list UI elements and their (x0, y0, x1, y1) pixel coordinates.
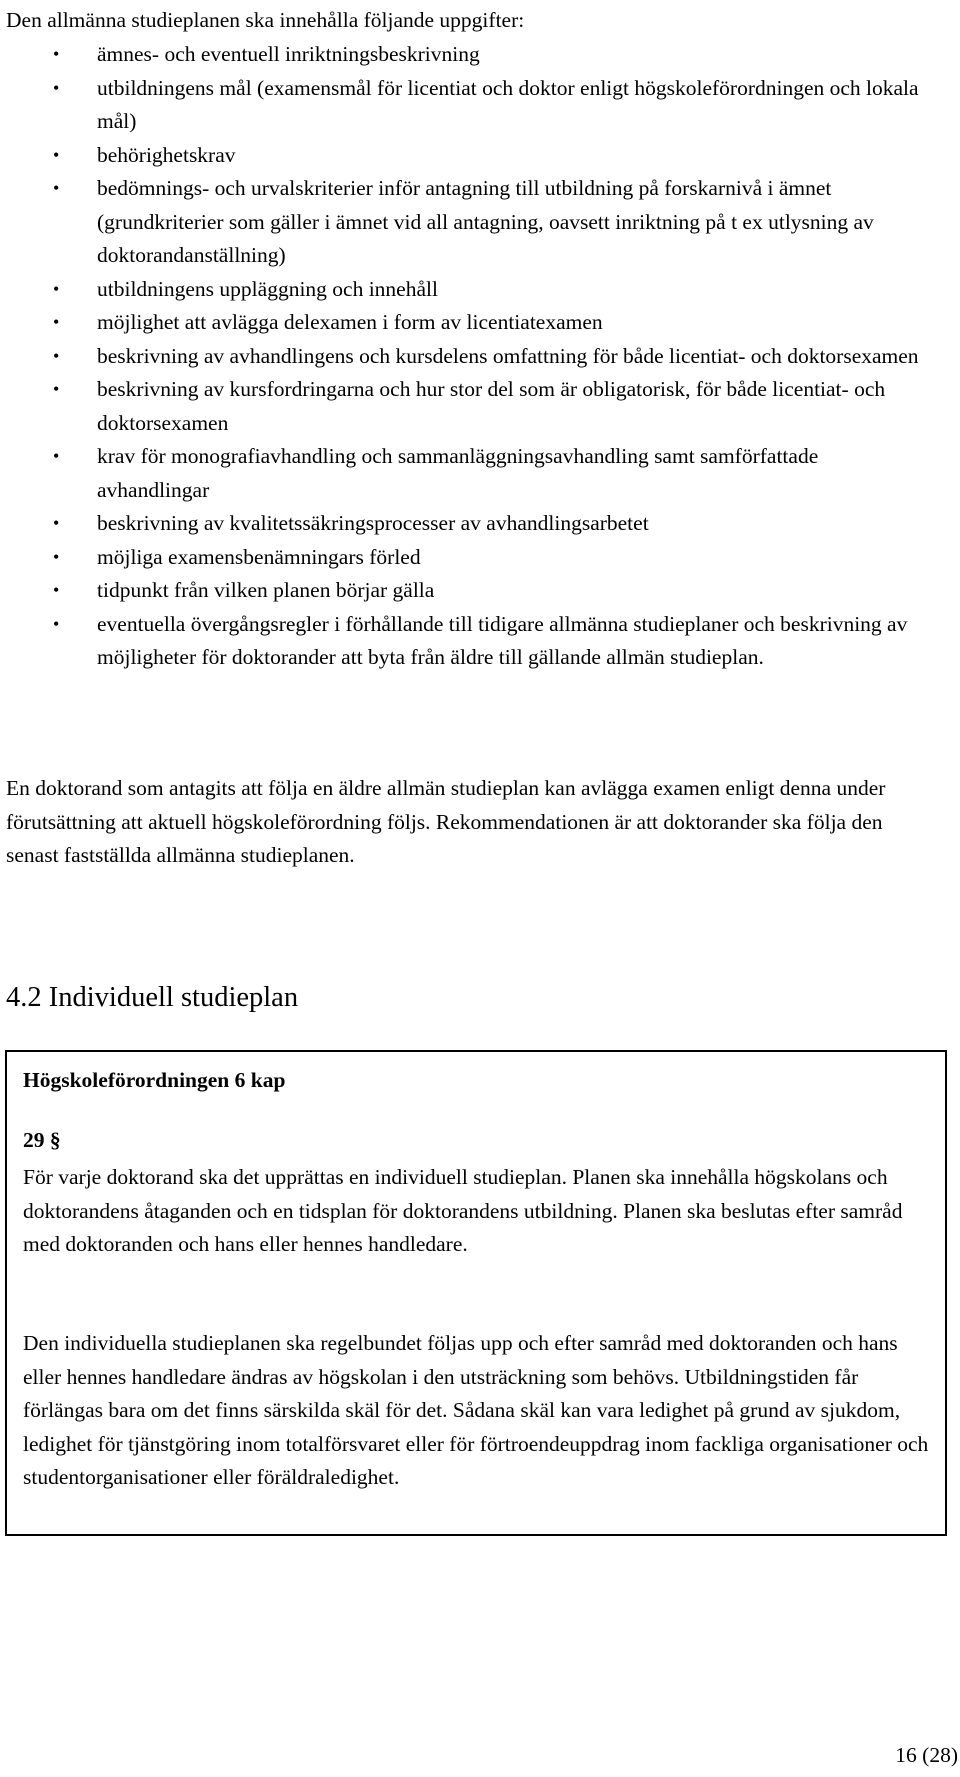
list-item (0, 608, 930, 675)
bullet-icon: • (53, 44, 60, 64)
list-item (0, 340, 930, 374)
requirements-list (0, 38, 930, 675)
intro-text: Den allmänna studieplanen ska innehålla följande uppgifter: (6, 8, 525, 32)
body-paragraph: En doktorand som antagits att följa en äldre allmän studieplan kan avlägga examen enligt denna under förutsättning att aktuell högskoleförordning följs. Rekommendationen är att doktorander ska följa den senast fastställda allmänna studieplanen. (6, 776, 886, 867)
law-excerpt-box (5, 1050, 947, 1536)
law-title: Högskoleförordningen 6 kap (23, 1068, 286, 1092)
list-item (0, 72, 930, 139)
law-text-second: Den individuella studieplanen ska regelbundet följas upp och efter samråd med doktoranden och hans eller hennes handledare ändras av högskolan i den utsträckning som behövs. Utbildningstiden får förlängas bara om det finns särskilda skäl för det. Sådana skäl kan vara ledighet på grund av sjukdom, ledighet för tjänstgöring inom totalförsvaret eller för förtroendeuppdrag inom fackliga organisationer och studentorganisationer eller föräldraledighet. (23, 1331, 929, 1489)
list-item-text: utbildningens mål (examensmål för licentiat och doktor enligt högskoleförordningen och lokala mål) (97, 75, 919, 133)
list-item-text: eventuella övergångsregler i förhållande till tidigare allmänna studieplaner och beskrivning av möjligheter för doktorander att byta från äldre till gällande allmän studieplan. (97, 611, 908, 669)
bullet-icon: • (53, 278, 60, 299)
list-item (0, 172, 930, 273)
bullet-icon: • (53, 580, 60, 600)
list-item (0, 38, 930, 72)
law-paragraph-number: 29 § (23, 1128, 61, 1152)
bullet-icon: • (53, 513, 60, 533)
bullet-icon: • (53, 77, 60, 98)
list-item (0, 306, 930, 340)
list-item-text: möjlighet att avlägga delexamen i form av licentiatexamen (97, 310, 603, 334)
list-item-text: beskrivning av avhandlingens och kursdelens omfattning för både licentiat- och doktorsexamen (97, 343, 919, 368)
page-number: 16 (28) (895, 1743, 958, 1767)
section-heading: 4.2 Individuell studieplan (6, 982, 299, 1013)
list-item-text: behörighetskrav (97, 142, 236, 167)
bullet-icon: • (53, 345, 60, 366)
list-item-text: utbildningens uppläggning och innehåll (97, 276, 438, 301)
list-item (0, 373, 930, 440)
bullet-icon: • (53, 312, 60, 332)
list-item (0, 507, 930, 541)
list-item-text: ämnes- och eventuell inriktningsbeskrivning (97, 42, 480, 66)
bullet-icon: • (53, 546, 60, 567)
bullet-icon: • (53, 178, 60, 198)
bullet-icon: • (53, 446, 60, 466)
list-item (0, 440, 930, 507)
list-item-text: beskrivning av kursfordringarna och hur stor del som är obligatorisk, för både licentiat- och doktorsexamen (97, 377, 886, 435)
bullet-icon: • (53, 379, 60, 399)
bullet-icon: • (53, 144, 60, 165)
bullet-icon: • (53, 613, 60, 634)
list-item (0, 574, 930, 608)
list-item-text: tidpunkt från vilken planen börjar gälla (97, 578, 435, 602)
law-text-first: För varje doktorand ska det upprättas en individuell studieplan. Planen ska innehålla högskolans och doktorandens åtaganden och en tidsplan för doktorandens utbildning. Planen ska beslutas efter samråd med doktoranden och hans eller hennes handledare. (23, 1165, 903, 1256)
list-item (0, 139, 930, 173)
list-item-text: beskrivning av kvalitetssäkringsprocesser av avhandlingsarbetet (97, 511, 649, 535)
list-item (0, 541, 930, 575)
list-item-text: krav för monografiavhandling och sammanläggningsavhandling samt samförfattade avhandlingar (97, 444, 819, 502)
list-item-text: bedömnings- och urvalskriterier inför antagning till utbildning på forskarnivå i ämnet (grundkriterier som gäller i ämnet vid all antagning, oavsett inriktning på t ex utlysning av doktorandanställning) (97, 176, 874, 267)
list-item (0, 273, 930, 307)
list-item-text: möjliga examensbenämningars förled (97, 544, 421, 569)
